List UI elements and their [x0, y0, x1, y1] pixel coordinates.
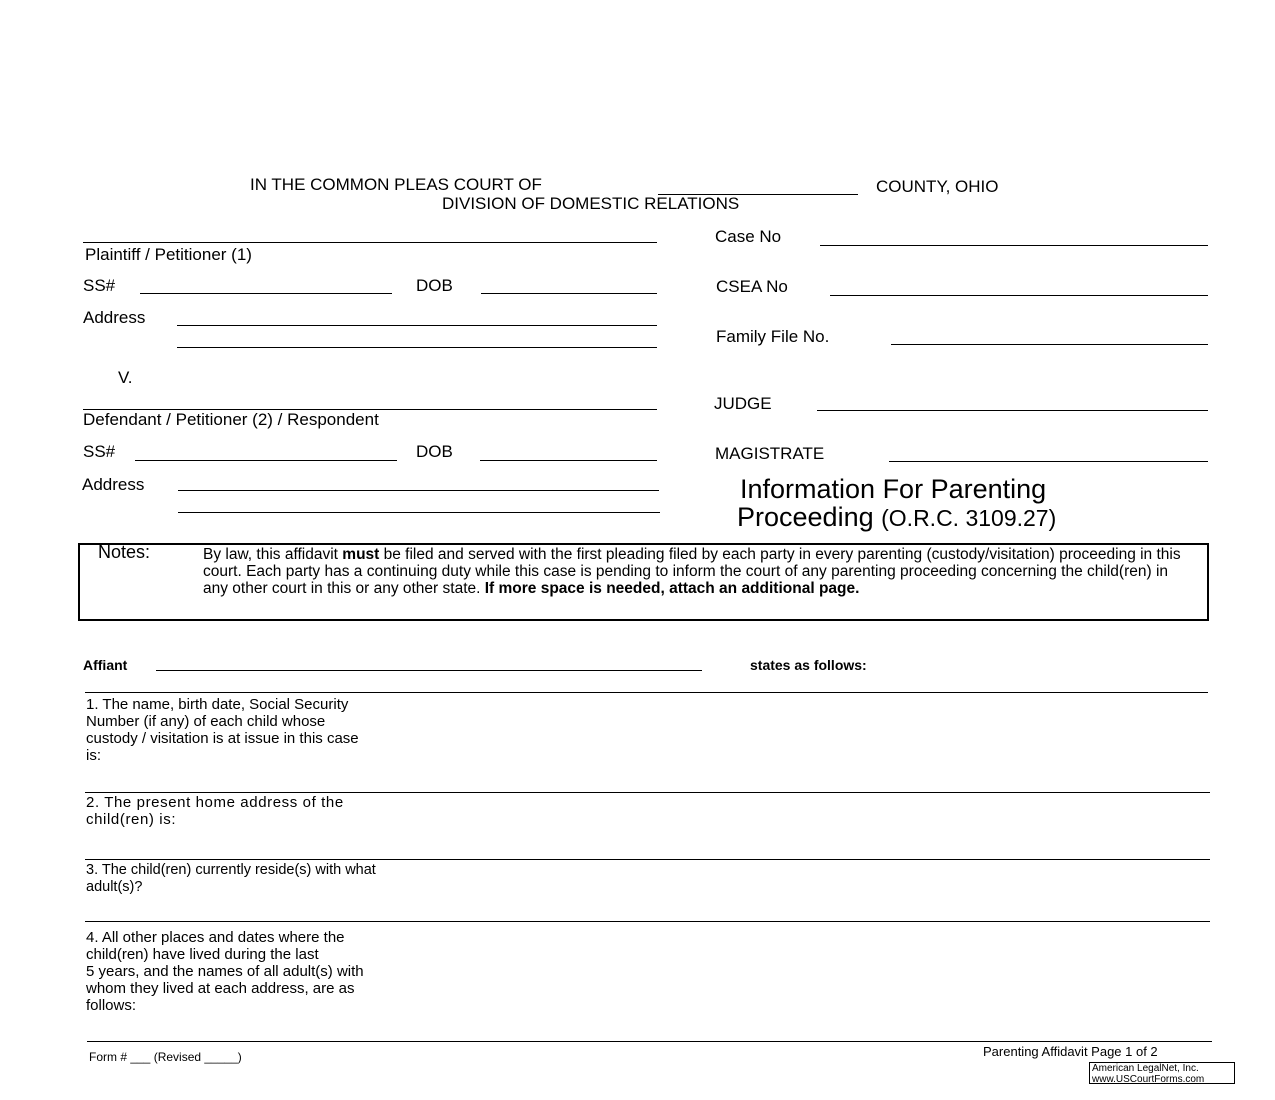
judge-field[interactable]: [817, 392, 1208, 411]
plaintiff-dob-label: DOB: [416, 276, 453, 295]
states-as-follows: states as follows:: [750, 657, 867, 673]
family-file-field[interactable]: [891, 326, 1208, 345]
form-title-line1: Information For Parenting: [740, 474, 1047, 504]
form-title-proceeding: Proceeding: [737, 502, 874, 532]
publisher-stamp: [1089, 1062, 1235, 1084]
family-file-label: Family File No.: [716, 327, 830, 346]
notes-box: [78, 543, 1209, 621]
item-2: 2. The present home address of the child(ren) is:: [86, 794, 344, 828]
csea-no-label: CSEA No: [716, 277, 788, 296]
plaintiff-address-label: Address: [83, 308, 146, 327]
divider: [85, 859, 1210, 860]
plaintiff-label: Plaintiff / Petitioner (1): [85, 245, 252, 264]
versus-label: V.: [118, 368, 133, 387]
form-title-statute: (O.R.C. 3109.27): [881, 505, 1057, 531]
county-field[interactable]: [658, 176, 858, 195]
magistrate-field[interactable]: [889, 443, 1208, 462]
affiant-name-field[interactable]: [156, 652, 702, 671]
county-label: COUNTY, OHIO: [876, 177, 999, 196]
item-1: 1. The name, birth date, Social Security Number (if any) of each child whose custody / visitation is at issue in this case is:: [86, 696, 359, 764]
defendant-dob-field[interactable]: [480, 442, 657, 461]
plaintiff-address-field-2[interactable]: [177, 329, 657, 348]
defendant-ss-field[interactable]: [135, 442, 397, 461]
defendant-label: Defendant / Petitioner (2) / Respondent: [83, 410, 379, 429]
notes-text-part: be filed and served with the first pleading filed by each party in every parenting (custody/visitation) proceeding in this court. Each party has a continuing duty while this case is pending to inform the court of any parenting proceeding concerning the child(ren) in any other court in this or any other state.: [203, 546, 1181, 597]
plaintiff-dob-field[interactable]: [481, 275, 657, 294]
notes-label: Notes:: [98, 542, 151, 562]
divider: [85, 692, 1208, 693]
court-heading: IN THE COMMON PLEAS COURT OF: [250, 175, 542, 194]
plaintiff-ss-field[interactable]: [140, 275, 392, 294]
stamp-line-2: www.USCourtForms.com: [1092, 1074, 1205, 1085]
notes-bold-end: If more space is needed, attach an additional page.: [484, 579, 860, 597]
notes-text: [203, 547, 1195, 597]
defendant-dob-label: DOB: [416, 442, 453, 461]
defendant-name-field[interactable]: [83, 391, 657, 410]
plaintiff-name-field[interactable]: [83, 224, 657, 243]
affiant-label: Affiant: [83, 657, 128, 673]
defendant-address-field-1[interactable]: [178, 472, 659, 491]
magistrate-label: MAGISTRATE: [715, 444, 825, 463]
csea-no-field[interactable]: [830, 277, 1208, 296]
item-4: 4. All other places and dates where the child(ren) have lived during the last 5 years, and the names of all adult(s) with whom they lived at each address, are as follows:: [86, 929, 364, 1014]
plaintiff-ss-label: SS#: [83, 276, 116, 295]
stamp-line-1: American LegalNet, Inc.: [1092, 1063, 1199, 1074]
form-title-line2: [737, 502, 1056, 533]
judge-label: JUDGE: [714, 394, 772, 413]
defendant-address-label: Address: [82, 475, 145, 494]
item-3: 3. The child(ren) currently reside(s) with what adult(s)?: [86, 862, 376, 895]
notes-must: must: [342, 546, 380, 563]
page-indicator: Parenting Affidavit Page 1 of 2: [983, 1044, 1158, 1059]
form-number: Form # ___ (Revised _____): [89, 1050, 242, 1064]
division-heading: DIVISION OF DOMESTIC RELATIONS: [442, 194, 740, 213]
divider: [85, 792, 1210, 793]
defendant-address-field-2[interactable]: [178, 494, 660, 513]
divider: [85, 921, 1210, 922]
defendant-ss-label: SS#: [83, 442, 116, 461]
notes-text-part: By law, this affidavit: [203, 546, 343, 563]
case-no-field[interactable]: [820, 227, 1208, 246]
case-no-label: Case No: [715, 227, 782, 246]
plaintiff-address-field-1[interactable]: [177, 307, 657, 326]
